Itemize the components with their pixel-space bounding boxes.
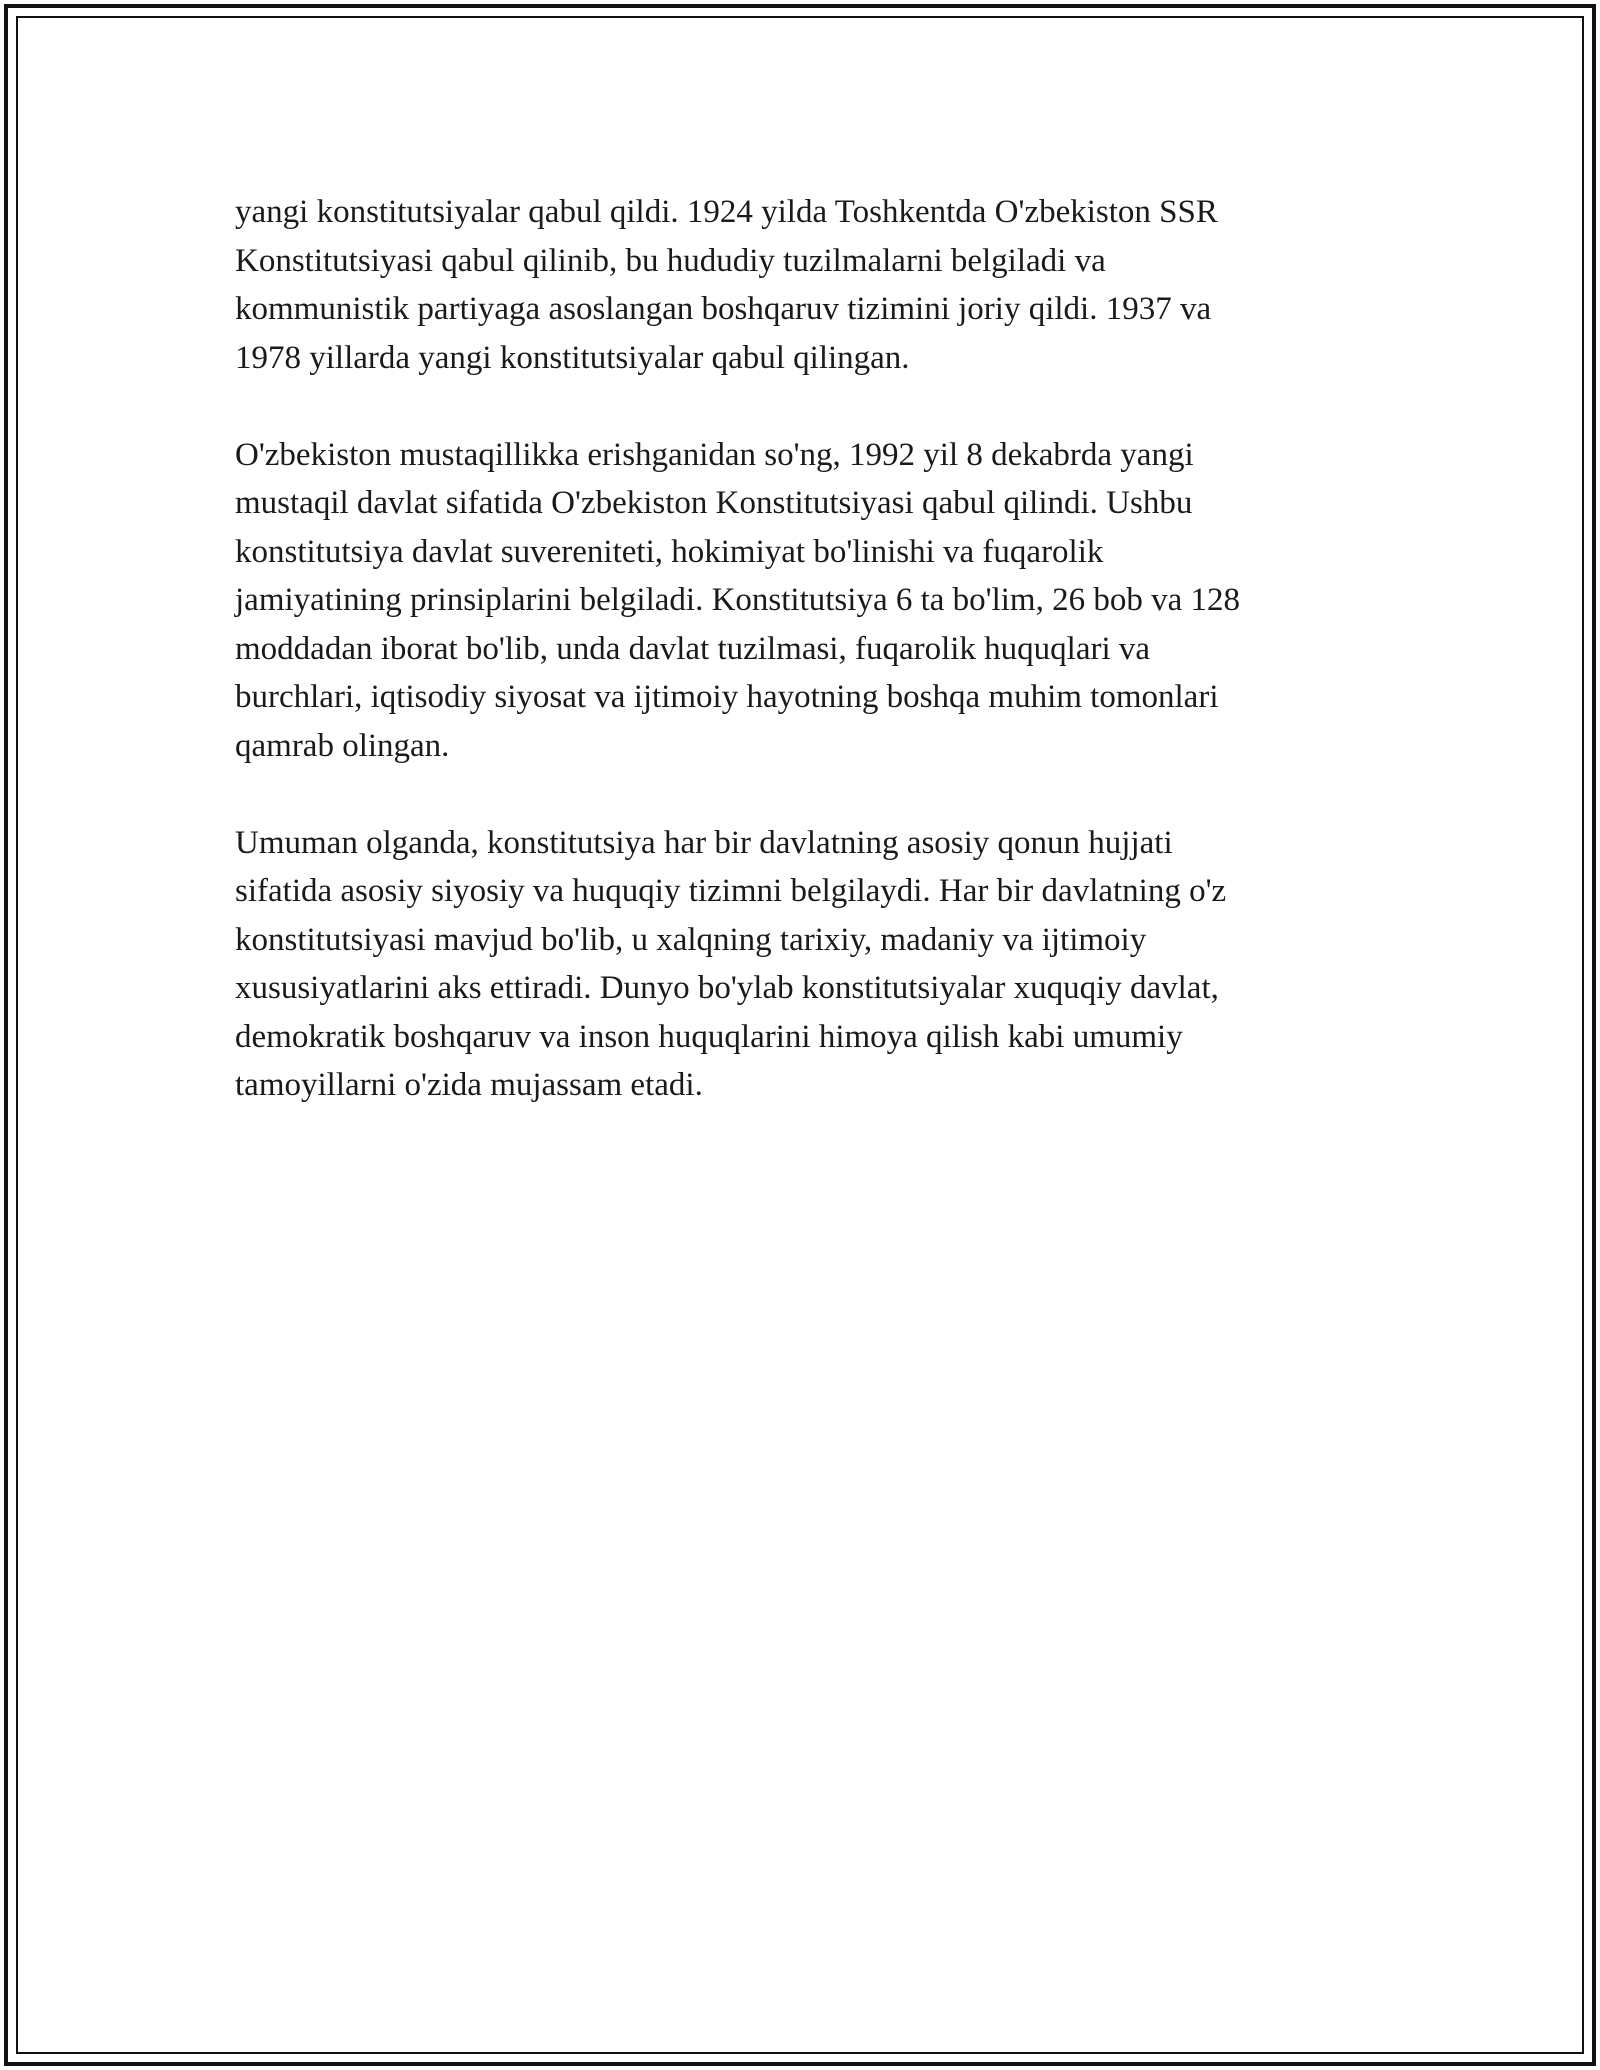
paragraph-constitution-history: yangi konstitutsiyalar qabul qildi. 1924 yilda Toshkentda O'zbekiston SSR Konstitutsiyasi qabul qilinib, bu hududiy tuzilmalarni belgiladi va kommunistik partiyaga asoslangan boshqaruv tizimini joriy qildi. 1937 va 1978 yillarda yangi konstitutsiyalar qabul qilingan. bbox=[235, 194, 1218, 376]
paragraph-conclusion: Umuman olganda, konstitutsiya har bir davlatning asosiy qonun hujjati sifatida asosiy siyosiy va huquqiy tizimni belgilaydi. Har bir davlatning o'z konstitutsiyasi mavjud bo'lib, u xalqning tarixiy, madaniy va ijtimoiy xususiyatlarini aks ettiradi. Dunyo bo'ylab konstitutsiyalar xuquqiy davlat, demokratik boshqaruv va inson huquqlarini himoya qilish kabi umumiy tamoyillarni o'zida mujassam etadi. bbox=[235, 824, 1227, 1103]
document-body bbox=[235, 188, 1375, 1110]
paragraph-independence-constitution: O'zbekiston mustaqillikka erishganidan so'ng, 1992 yil 8 dekabrda yangi mustaqil davlat sifatida O'zbekiston Konstitutsiyasi qabul qilindi. Ushbu konstitutsiya davlat suvereniteti, hokimiyat bo'linishi va fuqarolik jamiyatining prinsiplarini belgiladi. Konstitutsiya 6 ta bo'lim, 26 bob va 128 moddadan iborat bo'lib, unda davlat tuzilmasi, fuqarolik huquqlari va burchlari, iqtisodiy siyosat va ijtimoiy hayotning boshqa muhim tomonlari qamrab olingan. bbox=[235, 436, 1241, 764]
